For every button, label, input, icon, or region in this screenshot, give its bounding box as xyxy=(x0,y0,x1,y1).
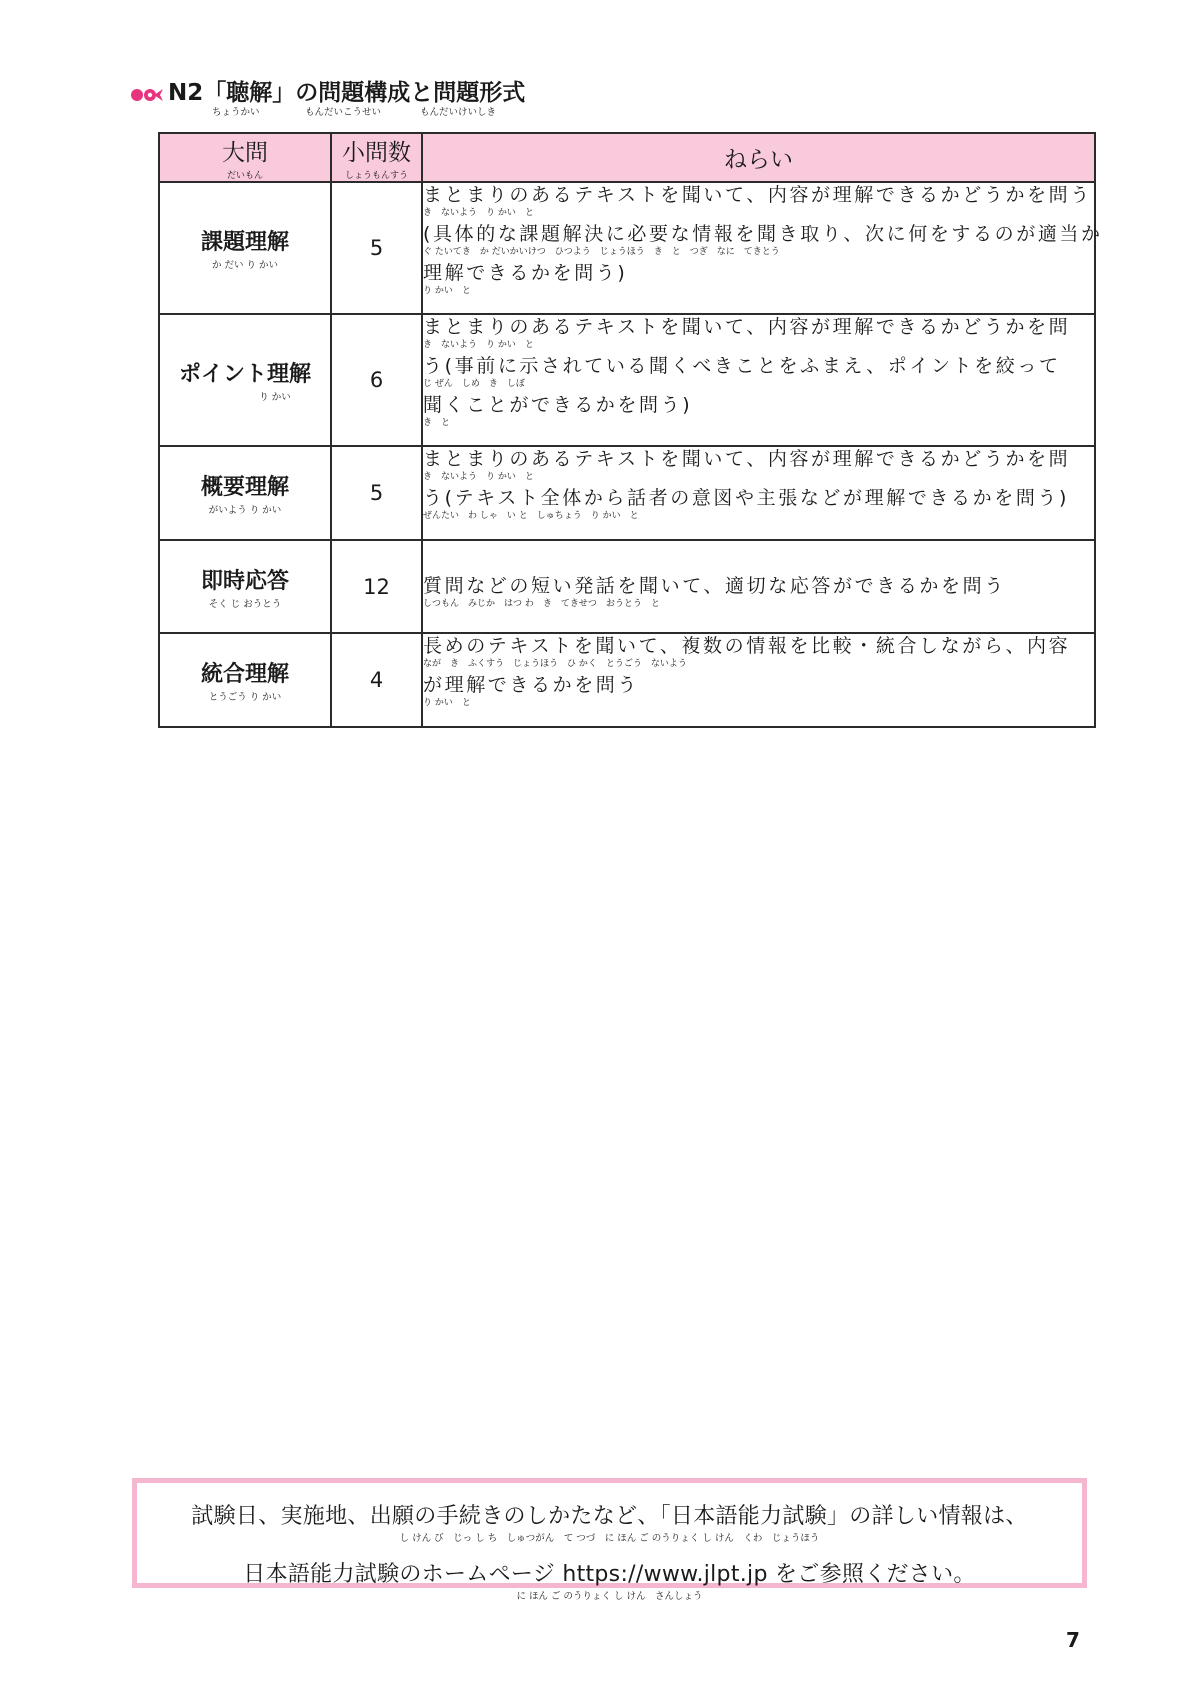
section-title xyxy=(130,80,526,118)
header-count: 小問数 しょうもんすう xyxy=(331,133,422,182)
aim-cell: 質問などの短い発話を聞いて、適切な応答ができるかを問う しつもん みじか はつ わ き てきせつ おうとう と xyxy=(422,540,1095,633)
category-cell: 課題理解 か だい り かい xyxy=(159,182,331,314)
title-ruby: ちょうかい xyxy=(212,107,260,118)
aim-cell: まとまりのあるテキストを聞いて、内容が理解できるかどうかを問 き ないよう り かい と う(事前に示されている聞くべきことをふまえ、ポイントを絞って じ ぜん しめ き しぼ 聞くことができるかを問う) き と xyxy=(422,314,1095,446)
count-cell: 12 xyxy=(331,540,422,633)
count-cell: 5 xyxy=(331,182,422,314)
category-cell: ポイント理解 り かい xyxy=(159,314,331,446)
category-cell: 概要理解 がいよう り かい xyxy=(159,446,331,540)
info-text-line: 日本語能力試験のホームページ https://www.jlpt.jp をご参照ください。 xyxy=(243,1562,976,1587)
page-number: 7 xyxy=(1066,1628,1080,1652)
category-cell: 即時応答 そく じ おうとう xyxy=(159,540,331,633)
table-header-row xyxy=(159,133,1095,182)
table-row xyxy=(159,446,1095,540)
aim-cell: 長めのテキストを聞いて、複数の情報を比較・統合しながら、内容 なが き ふくすう じょうほう ひ かく とうごう ないよう が理解できるかを問う り かい と xyxy=(422,633,1095,727)
aim-cell: まとまりのあるテキストを聞いて、内容が理解できるかどうかを問 き ないよう り かい と う(テキスト全体から話者の意図や主張などが理解できるかを問う) ぜんたい わ しゃ い と しゅちょう り かい と xyxy=(422,446,1095,540)
table-row xyxy=(159,540,1095,633)
title-text: N2「聴解」の問題構成と問題形式 xyxy=(168,80,526,106)
aim-cell: まとまりのあるテキストを聞いて、内容が理解できるかどうかを問う き ないよう り かい と (具体的な課題解決に必要な情報を聞き取り、次に何をするのが適当か ぐ たいてき か だいかいけつ ひつよう じょうほう き と つぎ なに てきとう 理解できるかを問う) り かい と xyxy=(422,182,1095,314)
bullet-icon xyxy=(130,86,164,104)
header-aim: ねらい xyxy=(422,133,1095,182)
count-cell: 5 xyxy=(331,446,422,540)
title-ruby: もんだいけいしき xyxy=(420,107,497,118)
table-row xyxy=(159,633,1095,727)
title-ruby: もんだいこうせい xyxy=(305,107,382,118)
info-box xyxy=(132,1478,1087,1602)
listening-structure-table xyxy=(158,132,1103,728)
count-cell: 4 xyxy=(331,633,422,727)
info-ruby: に ほん ご のうりょく し けん さんしょう xyxy=(516,1591,703,1602)
header-category: 大問 だいもん xyxy=(159,133,331,182)
info-ruby: し けん び じっ し ち しゅつがん て つづ に ほん ご のうりょく し けん くわ じょうほう xyxy=(399,1533,820,1544)
category-cell: 統合理解 とうごう り かい xyxy=(159,633,331,727)
info-text-line: 試験日、実施地、出願の手続きのしかたなど、「日本語能力試験」の詳しい情報は、 xyxy=(191,1504,1028,1529)
table-row xyxy=(159,182,1095,314)
count-cell: 6 xyxy=(331,314,422,446)
table-row xyxy=(159,314,1095,446)
